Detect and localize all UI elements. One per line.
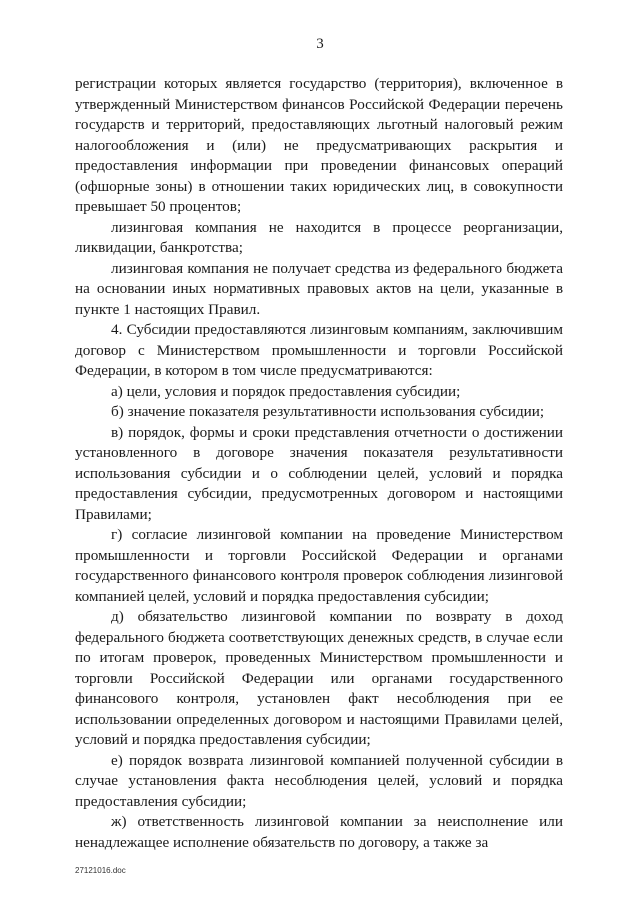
file-name-footer: 27121016.doc [75,866,126,875]
list-item-b: б) значение показателя результативности использования субсидии; [111,403,545,420]
list-item-zh: ж) ответственность лизинговой компании за неисполнение или ненадлежащее исполнение обязательств по договору, а также за [75,813,563,851]
paragraph-clause-4: 4. Субсидии предоставляются лизинговым компаниям, заключившим договор с Министерством промышленности и торговли Российской Федерации, в котором в том числе предусматриваются: [75,321,563,379]
paragraph-continuation: регистрации которых является государство (территория), включенное в утвержденный Министерством финансов Российской Федерации перечень государств и территорий, предоставляющих льготный налоговый режим налогообложения и (или) не предусматривающих раскрытия и предоставления информации при проведении финансовых операций (офшорные зоны) в отношении таких юридических лиц, в совокупности превышает 50 процентов; [75,75,563,215]
document-body [75,74,563,853]
list-item-d: д) обязательство лизинговой компании по возврату в доход федерального бюджета соответствующих денежных средств, в случае если по итогам проверок, проведенных Министерством промышленности и торговли Российской Федерации или органами государственного финансового контроля, установлен факт несоблюдения при ее использовании определенных договором и настоящими Правилами целей, условий и порядка предоставления субсидии; [75,608,563,748]
list-item-g: г) согласие лизинговой компании на проведение Министерством промышленности и торговли Российской Федерации и органами государственного финансового контроля проверок соблюдения лизинговой компанией целей, условий и порядка предоставления субсидии; [75,526,563,605]
paragraph: лизинговая компания не находится в процессе реорганизации, ликвидации, банкротства; [75,218,563,256]
paragraph: лизинговая компания не получает средства из федерального бюджета на основании иных нормативных правовых актов на цели, указанные в пункте 1 настоящих Правил. [75,259,563,318]
page-number: 3 [316,36,324,52]
list-item-v: в) порядок, формы и сроки представления отчетности о достижении установленного в договоре значения показателя результативности использования субсидии и о соблюдении целей, условий и порядка предоставления субсидии, предусмотренных договором и настоящими Правилами; [75,423,563,523]
list-item-e: е) порядок возврата лизинговой компанией полученной субсидии в случае установления факта несоблюдения целей, условий и порядка предоставления субсидии; [75,751,563,810]
list-item-a: а) цели, условия и порядок предоставления субсидии; [111,382,461,400]
